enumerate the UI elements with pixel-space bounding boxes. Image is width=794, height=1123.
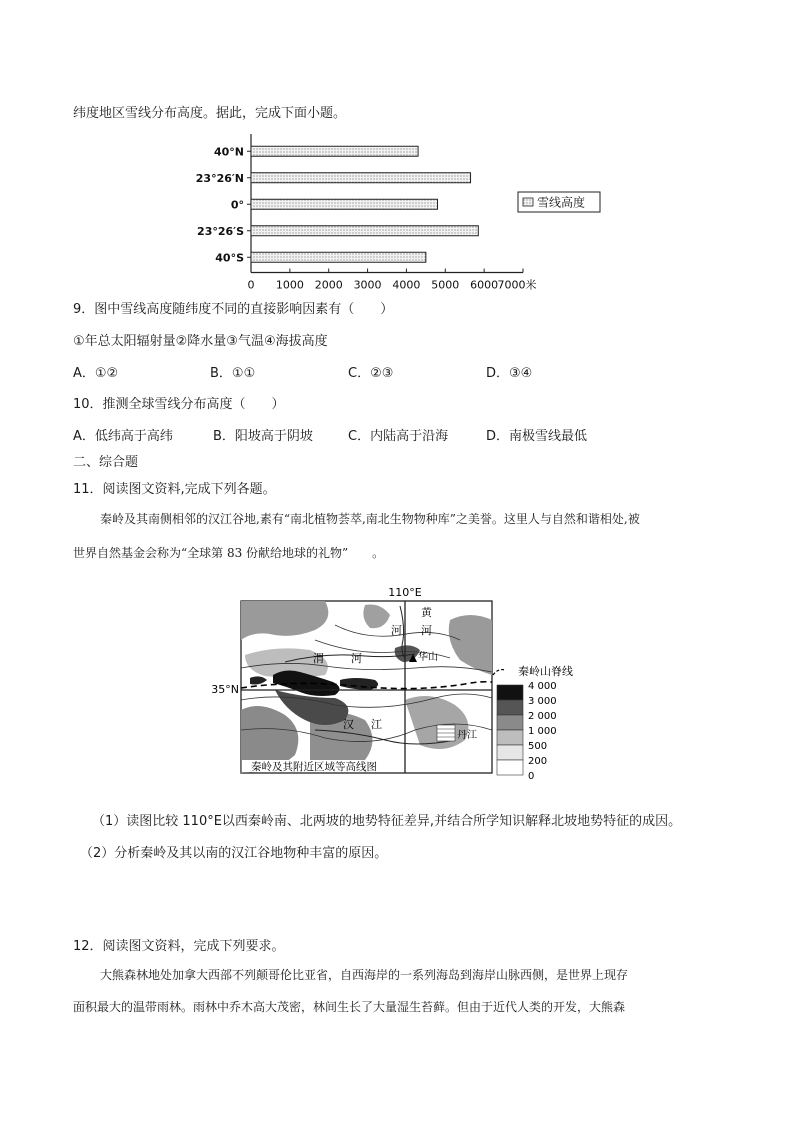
snowline-bar bbox=[251, 226, 478, 236]
q10-option-b[interactable]: B．阳坡高于阴坡 bbox=[213, 429, 313, 444]
legend-value-500: 500 bbox=[528, 741, 548, 752]
intro-line: 纬度地区雪线分布高度。据此，完成下面小题。 bbox=[73, 106, 347, 121]
x-tick-label: 0 bbox=[247, 278, 255, 292]
legend-value-0: 0 bbox=[528, 771, 535, 782]
legend-label: 雪线高度 bbox=[537, 195, 586, 210]
snowline-bar-chart bbox=[190, 130, 610, 290]
lon-label: 110°E bbox=[388, 586, 422, 599]
q11-paragraph-line2: 世界自然基金会称为“全球第 83 份献给地球的礼物” 。 bbox=[73, 546, 385, 560]
x-tick-label: 5000 bbox=[431, 278, 460, 292]
legend-value-200: 200 bbox=[528, 756, 548, 767]
y-tick-label: 23°26′N bbox=[195, 171, 244, 185]
x-tick-label: 7000米 bbox=[497, 278, 537, 292]
q9-option-a[interactable]: A．①② bbox=[73, 366, 119, 381]
place-label-wei: 渭 bbox=[313, 652, 324, 665]
q9-stem: 9．图中雪线高度随纬度不同的直接影响因素有（ ） bbox=[73, 302, 394, 317]
q12-paragraph-line1: 大熊森林地处加拿大西部不列颠哥伦比亚省，自西海岸的一系列海岛到海岸山脉西侧，是世界上现存 bbox=[100, 968, 629, 982]
q11-stem: 11．阅读图文资料,完成下列各题。 bbox=[73, 482, 276, 497]
x-tick-label: 1000 bbox=[275, 278, 304, 292]
place-label-danjiang: 丹江 bbox=[457, 730, 477, 741]
lat-label: 35°N bbox=[211, 683, 239, 696]
x-tick-label: 2000 bbox=[314, 278, 343, 292]
q11-sub1: （1）读图比较 110°E以西秦岭南、北两坡的地势特征差异,并结合所学知识解释北坡地势特征的成因。 bbox=[92, 814, 682, 829]
snowline-bar bbox=[251, 173, 471, 183]
q12-paragraph-line2: 面积最大的温带雨林。雨林中乔木高大茂密，林间生长了大量湿生苔藓。但由于近代人类的开发，大熊森 bbox=[73, 1000, 626, 1014]
q11-sub2: （2）分析秦岭及其以南的汉江谷地物种丰富的原因。 bbox=[80, 846, 388, 861]
snowline-bar bbox=[251, 199, 438, 209]
q10-option-c[interactable]: C．内陆高于沿海 bbox=[348, 429, 449, 444]
place-label-he-3: 河 bbox=[351, 652, 362, 665]
q10-option-a[interactable]: A．低纬高于高纬 bbox=[73, 429, 173, 444]
section-heading: 二、综合题 bbox=[73, 455, 139, 470]
x-tick-label: 4000 bbox=[392, 278, 421, 292]
snowline-bar bbox=[251, 146, 418, 156]
y-tick-label: 40°N bbox=[213, 145, 244, 159]
x-tick-label: 3000 bbox=[353, 278, 382, 292]
y-tick-label: 40°S bbox=[215, 251, 244, 265]
q9-option-c[interactable]: C．②③ bbox=[348, 366, 394, 381]
y-tick-label: 23°26′S bbox=[197, 224, 244, 238]
place-label-han: 汉 bbox=[343, 718, 354, 731]
elevation-legend bbox=[497, 681, 557, 782]
legend-value-1000: 1 000 bbox=[528, 726, 557, 737]
q9-option-d[interactable]: D．③④ bbox=[486, 366, 533, 381]
place-label-he-1: 河 bbox=[421, 624, 432, 637]
legend-value-4000: 4 000 bbox=[528, 681, 557, 692]
q10-option-d[interactable]: D．南极雪线最低 bbox=[486, 429, 588, 444]
qinling-contour-map bbox=[211, 580, 575, 795]
q12-stem: 12．阅读图文资料，完成下列要求。 bbox=[73, 939, 285, 954]
x-tick-label: 6000 bbox=[470, 278, 499, 292]
legend-swatch bbox=[523, 198, 533, 206]
legend-value-3000: 3 000 bbox=[528, 696, 557, 707]
q9-items: ①年总太阳辐射量②降水量③气温④海拔高度 bbox=[73, 334, 328, 349]
q9-option-b[interactable]: B．①① bbox=[210, 366, 256, 381]
legend-value-2000: 2 000 bbox=[528, 711, 557, 722]
y-tick-label: 0° bbox=[230, 198, 244, 212]
q10-stem: 10．推测全球雪线分布高度（ ） bbox=[73, 397, 285, 412]
place-label-huashan: 华山 bbox=[418, 652, 438, 663]
snowline-bar bbox=[251, 252, 426, 262]
place-label-jiang: 江 bbox=[371, 718, 382, 731]
place-label-huang: 黄 bbox=[421, 606, 432, 619]
map-caption: 秦岭及其附近区域等高线图 bbox=[251, 761, 377, 773]
place-label-he-2: 河 bbox=[391, 624, 402, 637]
q11-paragraph-line1: 秦岭及其南侧相邻的汉江谷地,素有“南北植物荟萃,南北生物物种库”之美誉。这里人与自然和谐相处,被 bbox=[100, 512, 640, 526]
ridge-legend-label: 秦岭山脊线 bbox=[518, 665, 573, 678]
